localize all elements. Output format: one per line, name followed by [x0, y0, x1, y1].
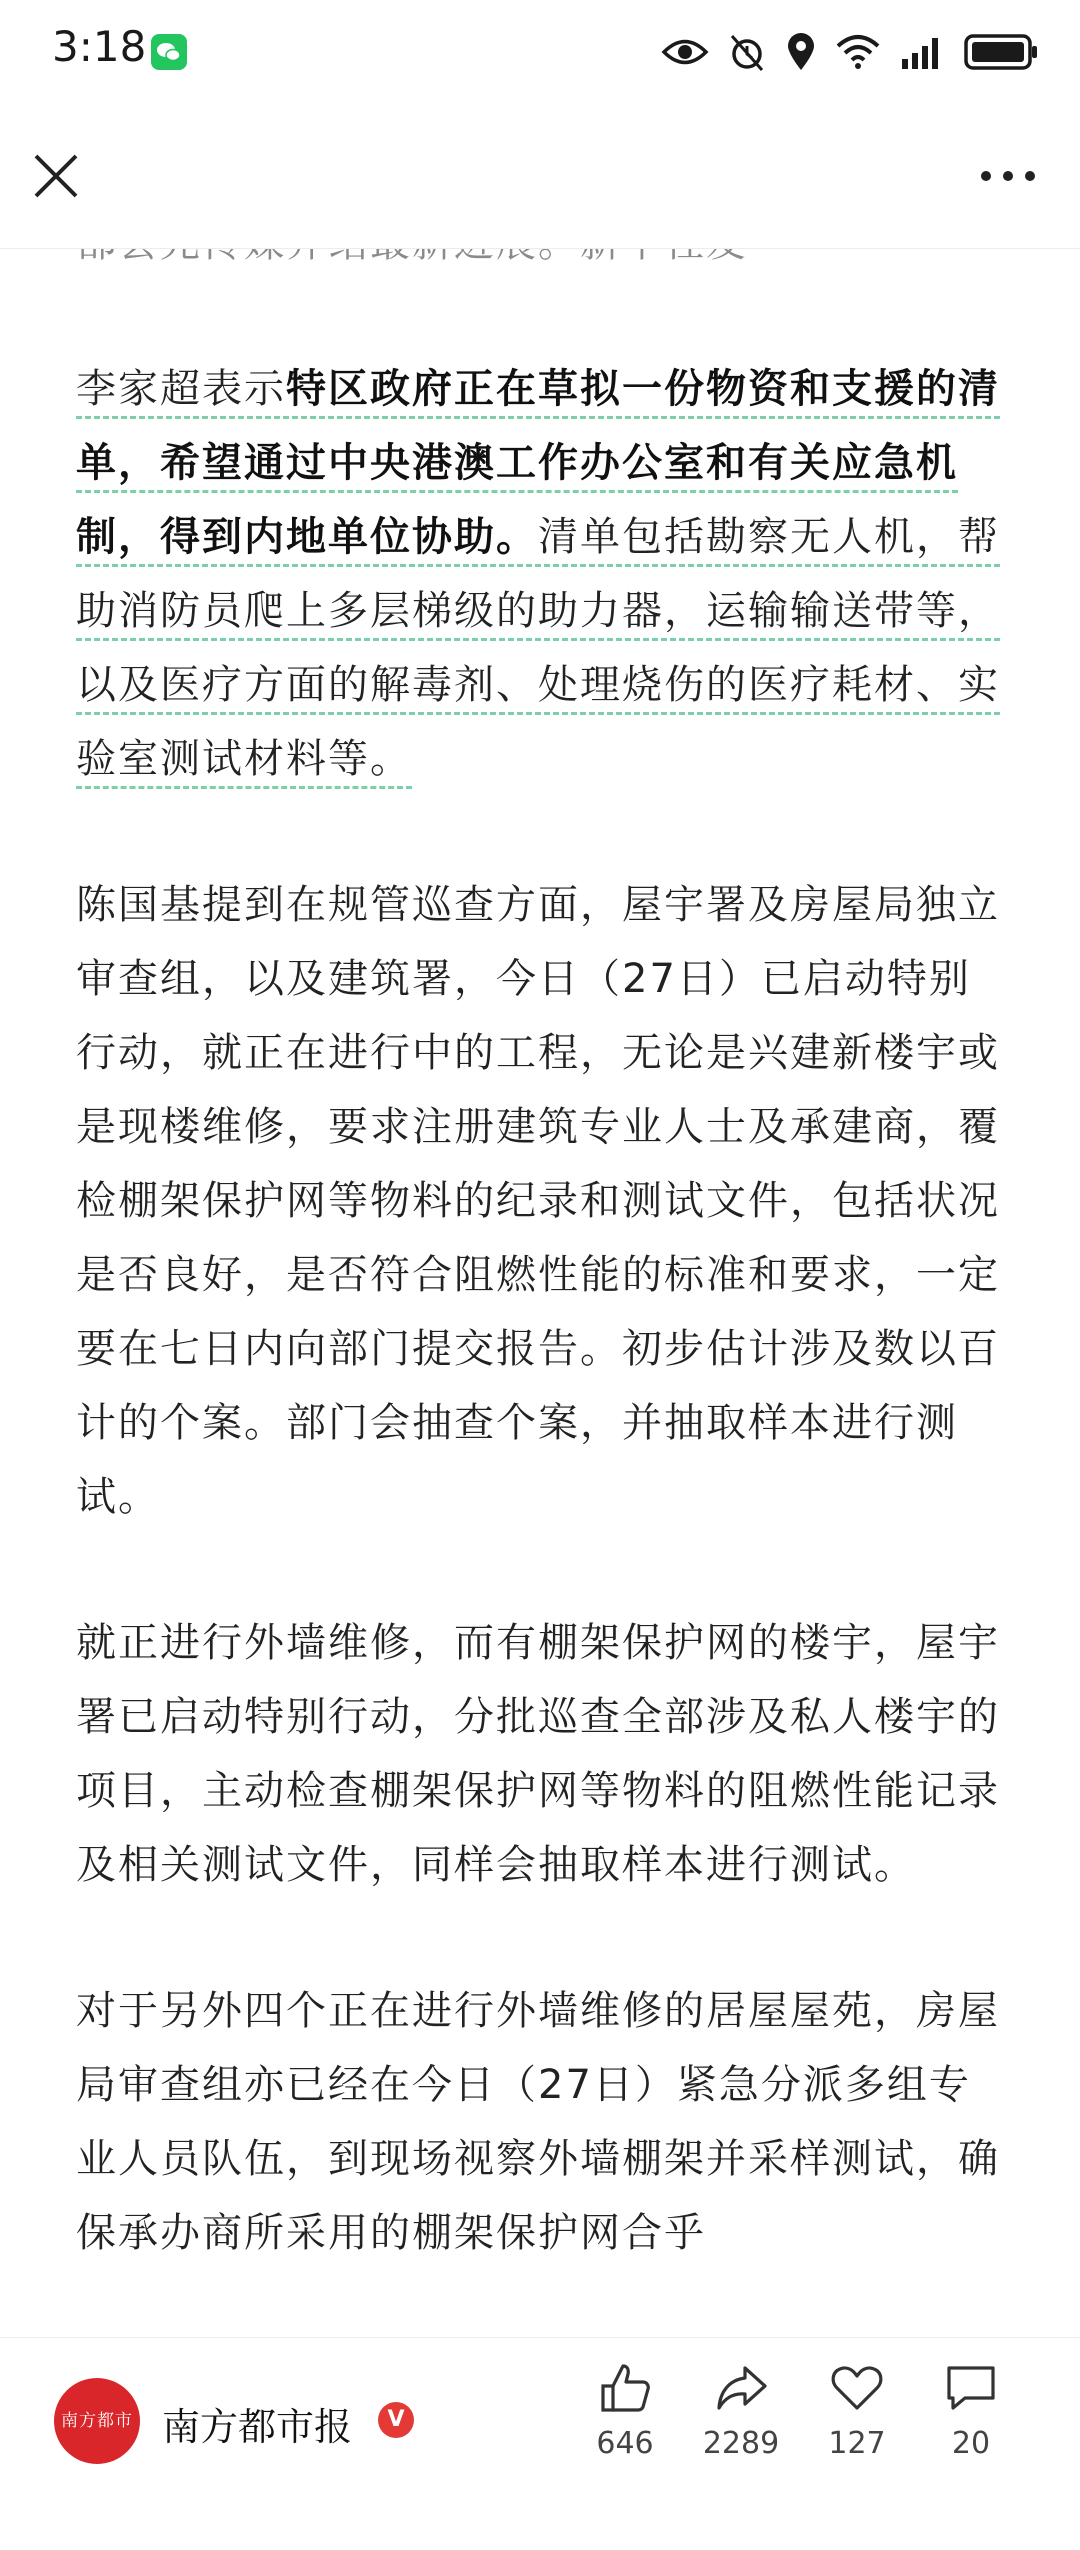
heart-icon [802, 2360, 912, 2416]
paragraph-rest: 清单包括勘察无人机，帮助消防员爬上多层梯级的助力器，运输输送带等，以及医疗方面的解毒剂、处理烧伤的医疗耗材、实验室测试材料等。 [76, 514, 1000, 782]
favorite-count: 127 [828, 2426, 886, 2461]
status-icons [662, 28, 1040, 76]
wifi-icon [836, 34, 880, 70]
status-bar [0, 0, 1080, 100]
share-count: 2289 [702, 2426, 780, 2461]
article-paragraph-2: 陈国基提到在规管巡查方面，屋宇署及房屋局独立审查组，以及建筑署，今日（27日）已启动特别行动，就正在进行中的工程，无论是兴建新楼宇或是现楼维修，要求注册建筑专业人士及承建商，覆检棚架保护网等物料的纪录和测试文件，包括状况是否良好，是否符合阻燃性能的标准和要求，一定要在七日内向部门提交报告。初步估计涉及数以百计的个案。部门会抽查个案，并抽取样本进行测试。 [76, 882, 1000, 1520]
article-paragraph-1 [76, 352, 1006, 796]
close-icon[interactable] [28, 148, 84, 204]
eye-icon [662, 37, 708, 67]
comment-icon [916, 2360, 1026, 2416]
location-icon [786, 32, 816, 72]
article-body [0, 248, 1080, 2338]
wechat-icon [151, 34, 187, 70]
like-button[interactable] [570, 2360, 680, 2490]
source-logo[interactable]: 南方都市报 [54, 2378, 140, 2464]
status-time: 3:18 [52, 22, 147, 71]
more-icon[interactable] [976, 156, 1040, 196]
top-bar [0, 100, 1080, 249]
signal-icon [900, 35, 944, 69]
highlight-span [76, 366, 1000, 789]
bottom-bar [0, 2337, 1080, 2517]
article-paragraph-4: 对于另外四个正在进行外墙维修的居屋屋苑，房屋局审查组亦已经在今日（27日）紧急分派多组专业人员队伍，到现场视察外墙棚架并采样测试，确保承办商所采用的棚架保护网合乎 [76, 1988, 1000, 2256]
comment-button[interactable] [916, 2360, 1026, 2490]
battery-icon [964, 33, 1040, 71]
paragraph-lead: 李家超表示 [76, 366, 286, 412]
verified-badge: V [378, 2402, 414, 2438]
like-count: 646 [596, 2426, 654, 2461]
thumbs-up-icon [570, 2360, 680, 2416]
paragraph-bold-text: 特区政府正在草拟一份物资和支援的清单，希望通过中央港澳工作办公室和有关应急机制，得到内地单位协助。 [76, 366, 1000, 560]
alarm-off-icon [728, 32, 766, 72]
article-paragraph-3: 就正进行外墙维修，而有棚架保护网的楼宇，屋宇署已启动特别行动，分批巡查全部涉及私人楼宇的项目，主动检查棚架保护网等物料的阻燃性能记录及相关测试文件，同样会抽取样本进行测试。 [76, 1620, 1000, 1888]
source-name[interactable]: 南方都市报 [162, 2405, 353, 2449]
share-icon [686, 2360, 796, 2416]
favorite-button[interactable] [802, 2360, 912, 2490]
comment-count: 20 [951, 2426, 991, 2461]
share-button[interactable] [686, 2360, 796, 2490]
